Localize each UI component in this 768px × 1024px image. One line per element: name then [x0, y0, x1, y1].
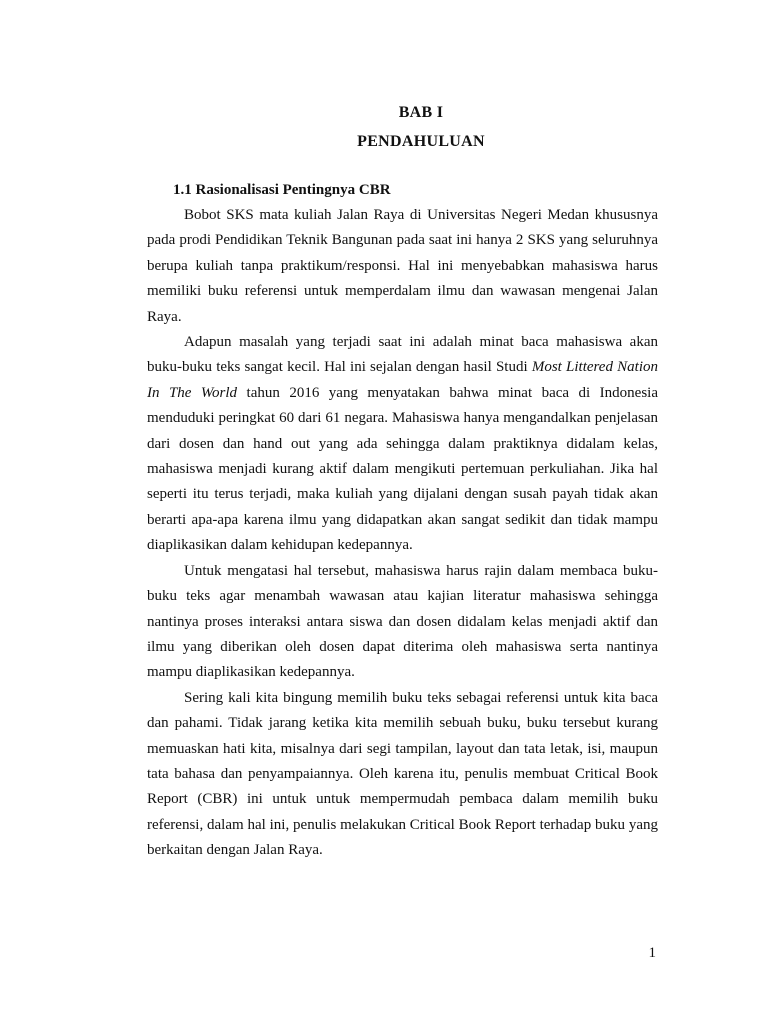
paragraph-2 — [147, 330, 658, 559]
paragraph-3: Untuk mengatasi hal tersebut, mahasiswa harus rajin dalam membaca buku-buku teks agar menambah wawasan atau kajian literatur mahasiswa sehingga nantinya proses interaksi antara siswa dan dosen didalam kelas menjadi aktif dan ilmu yang diberikan oleh dosen dapat diterima oleh mahasiswa serta nantinya mampu diaplikasikan kedepannya. — [147, 562, 658, 681]
page-number: 1 — [648, 945, 656, 961]
chapter-number: BAB I — [398, 104, 444, 121]
paragraph-2-text-start: Adapun masalah yang terjadi saat ini adalah minat baca mahasiswa akan buku-buku teks sangat kecil. Hal ini sejalan dengan hasil Studi — [147, 334, 658, 376]
study-title-italic: Most Littered Nation In The World — [147, 359, 659, 401]
paragraph-2-text-end: tahun 2016 yang menyatakan bahwa minat baca di Indonesia menduduki peringkat 60 dari 61 negara. Mahasiswa hanya mengandalkan penjelasan dari dosen dan hand out yang ada sehingga dalam praktiknya didalam kelas, mahasiswa menjadi kurang aktif dalam mengikuti pertemuan perkuliahan. Jika hal seperti itu terus terjadi, maka kuliah yang dijalani dengan susah payah tidak akan berarti apa-apa karena ilmu yang didapatkan akan sangat sedikit dan tidak mampu diaplikasikan dalam kehidupan kedepannya. — [147, 384, 658, 554]
body-text — [147, 203, 658, 864]
chapter-title: PENDAHULUAN — [357, 133, 485, 150]
paragraph-1: Bobot SKS mata kuliah Jalan Raya di Universitas Negeri Medan khususnya pada prodi Pendidikan Teknik Bangunan pada saat ini hanya 2 SKS yang seluruhnya berupa kuliah tanpa praktikum/responsi. Hal ini menyebabkan mahasiswa harus memiliki buku referensi untuk memperdalam ilmu dan wawasan mengenai Jalan Raya. — [147, 207, 658, 325]
section-heading: 1.1 Rasionalisasi Pentingnya CBR — [173, 182, 391, 198]
paragraph-4: Sering kali kita bingung memilih buku teks sebagai referensi untuk kita baca dan pahami. Tidak jarang ketika kita memilih sebuah buku, buku tersebut kurang memuaskan hati kita, misalnya dari segi tampilan, layout dan tata letak, isi, maupun tata bahasa dan penyampaiannya. Oleh karena itu, penulis membuat Critical Book Report (CBR) ini untuk untuk mempermudah pembaca dalam memilih buku referensi, dalam hal ini, penulis melakukan Critical Book Report terhadap buku yang berkaitan dengan Jalan Raya. — [147, 689, 658, 859]
